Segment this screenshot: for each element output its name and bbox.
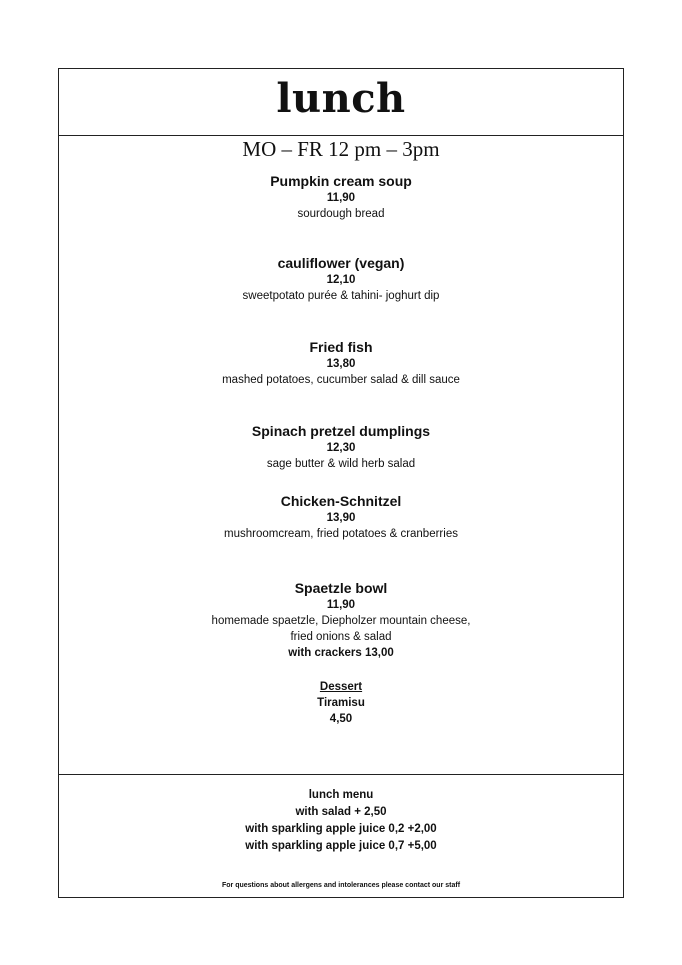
menu-item xyxy=(59,493,623,542)
menu-item xyxy=(59,173,623,222)
menu-item xyxy=(59,580,623,661)
item-description: homemade spaetzle, Diepholzer mountain cheese, xyxy=(211,615,471,627)
item-description: fried onions & salad xyxy=(290,631,392,643)
menu-frame xyxy=(58,68,624,898)
dessert-price: 4,50 xyxy=(329,713,353,725)
opening-hours: MO – FR 12 pm – 3pm xyxy=(242,137,440,161)
footer-line: lunch menu xyxy=(308,789,374,801)
item-name: Spinach pretzel dumplings xyxy=(251,423,431,439)
item-description: mushroomcream, fried potatoes & cranberries xyxy=(224,528,458,540)
footer-line: with sparkling apple juice 0,7 +5,00 xyxy=(245,840,437,852)
item-price: 12,30 xyxy=(326,442,356,454)
item-name: Chicken-Schnitzel xyxy=(280,493,402,509)
dessert-name: Tiramisu xyxy=(317,697,365,709)
item-price: 12,10 xyxy=(326,274,356,286)
menu-item xyxy=(59,255,623,304)
item-price: 13,80 xyxy=(326,358,356,370)
item-price: 11,90 xyxy=(326,192,356,204)
item-extra: with crackers 13,00 xyxy=(288,647,394,659)
item-description: sage butter & wild herb salad xyxy=(266,458,416,470)
item-price: 13,90 xyxy=(326,512,356,524)
title-divider xyxy=(59,135,623,136)
item-name: Pumpkin cream soup xyxy=(270,173,412,189)
item-price: 11,90 xyxy=(326,599,356,611)
page-title: lunch xyxy=(276,75,406,122)
dessert-section xyxy=(59,679,623,727)
menu-item xyxy=(59,423,623,472)
menu-item xyxy=(59,339,623,388)
item-description: sweetpotato purée & tahini- joghurt dip xyxy=(242,290,440,302)
footer-line: with sparkling apple juice 0,2 +2,00 xyxy=(245,823,437,835)
item-name: Spaetzle bowl xyxy=(294,580,388,596)
lunch-menu-info xyxy=(59,787,623,855)
item-description: sourdough bread xyxy=(297,208,385,220)
dessert-heading: Dessert xyxy=(319,681,363,693)
item-description: mashed potatoes, cucumber salad & dill sauce xyxy=(222,374,460,386)
item-name: Fried fish xyxy=(309,339,373,355)
footer-line: with salad + 2,50 xyxy=(295,806,387,818)
allergen-note: For questions about allergens and intolerances please contact our staff xyxy=(221,882,461,889)
footer-divider xyxy=(59,774,623,775)
item-name: cauliflower (vegan) xyxy=(277,255,405,271)
